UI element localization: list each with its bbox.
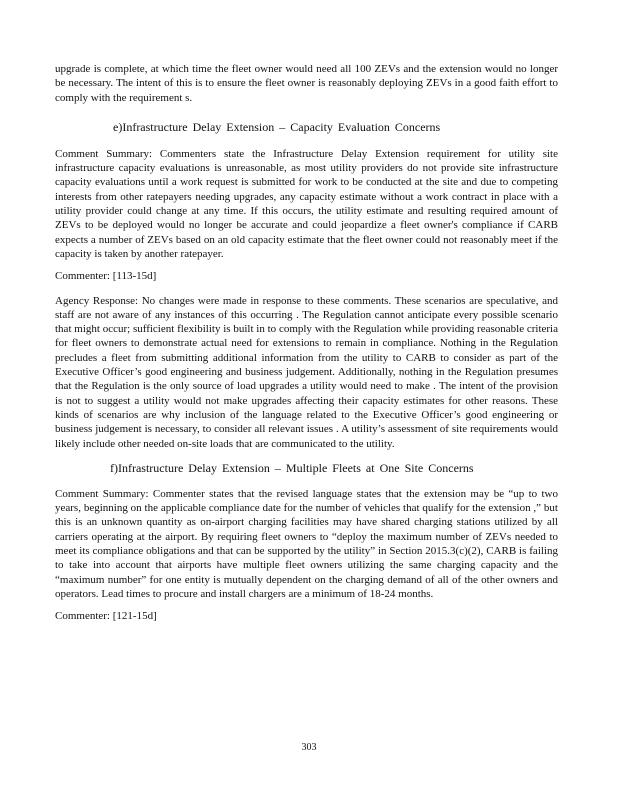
section-f-comment-summary: Comment Summary: Commenter states that the revised language states that the extension may be “up to two years, beginning on the applicable compliance date for the number of vehicles that qualify for the extension ,” but this is an unknown quantity as on-airport charging facilities may have shared charging stations utilized by all carriers operating at the airport. By requiring fleet owners to “deploy the maximum number of ZEVs needed to meet its compliance obligations and that can be supported by the utility” in Section 2015.3(c)(2), CARB is failing to take into account that airports have multiple fleet owners utilizing the same charging capacity and the “maximum number” for one entity is mutually dependent on the charging demand of all of the other owners and operators. Lead times to procure and install chargers are a minimum of 18-24 months.	[55, 487, 558, 600]
section-e-comment-summary: Comment Summary: Commenters state the Infrastructure Delay Extension requirement for utility site infrastructure capacity evaluations is unreasonable, as most utility providers do not provide site infrastructure capacity evaluations until a work request is submitted for work to be conducted at the site and due to competing interests from other ratepayers needing upgrades, any capacity estimate without a work contract in place with a utility provider could change at any time. If this occurs, the utility estimate and resulting required amount of ZEVs to be deployed would no longer be accurate and could jeopardize a fleet owner's compliance if CARB expects a number of ZEVs based on an old capacity estimate that the fleet owner could not reasonably meet if the capacity is taken by another ratepayer.	[55, 147, 558, 260]
document-page	[55, 62, 558, 624]
section-e-heading: e)Infrastructure Delay Extension – Capacity Evaluation Concerns	[113, 119, 441, 134]
section-e-agency-response: Agency Response: No changes were made in response to these comments. These scenarios are speculative, and staff are not aware of any instances of this occurring . The Regulation cannot anticipate every possible scenario that might occur; sufficient flexibility is built in to comply with the Regulation while providing reasonable criteria for fleet owners to demonstrate actual need for extensions to remain in compliance. Nothing in the Regulation precludes a fleet from submitting additional information from the utility to CARB to consider as part of the Executive Officer’s good engineering and business judgement. Additionally, nothing in the Regulation presumes that the Regulation is the only source of load upgrades a utility would need to make . The intent of the provision is not to suggest a utility would not make upgrades affecting their capacity estimates for other reasons. These kinds of scenarios are why inclusion of the language related to the Executive Officer’s good engineering or business judgement is necessary, to consider all relevant issues . A utility’s assessment of site requirements would likely include other needed on-site loads that are communicated to the utility.	[55, 294, 558, 450]
page-number: 303	[301, 742, 317, 753]
intro-paragraph: upgrade is complete, at which time the fleet owner would need all 100 ZEVs and the extension would no longer be necessary. The intent of this is to ensure the fleet owner is reasonably deploying ZEVs in a good faith effort to comply with the requirement s.	[55, 63, 558, 104]
section-f-commenter: Commenter: [121-15d]	[55, 610, 157, 623]
section-f-heading: f)Infrastructure Delay Extension – Multiple Fleets at One Site Concerns	[110, 460, 474, 475]
section-e-commenter: Commenter: [113-15d]	[55, 270, 157, 283]
